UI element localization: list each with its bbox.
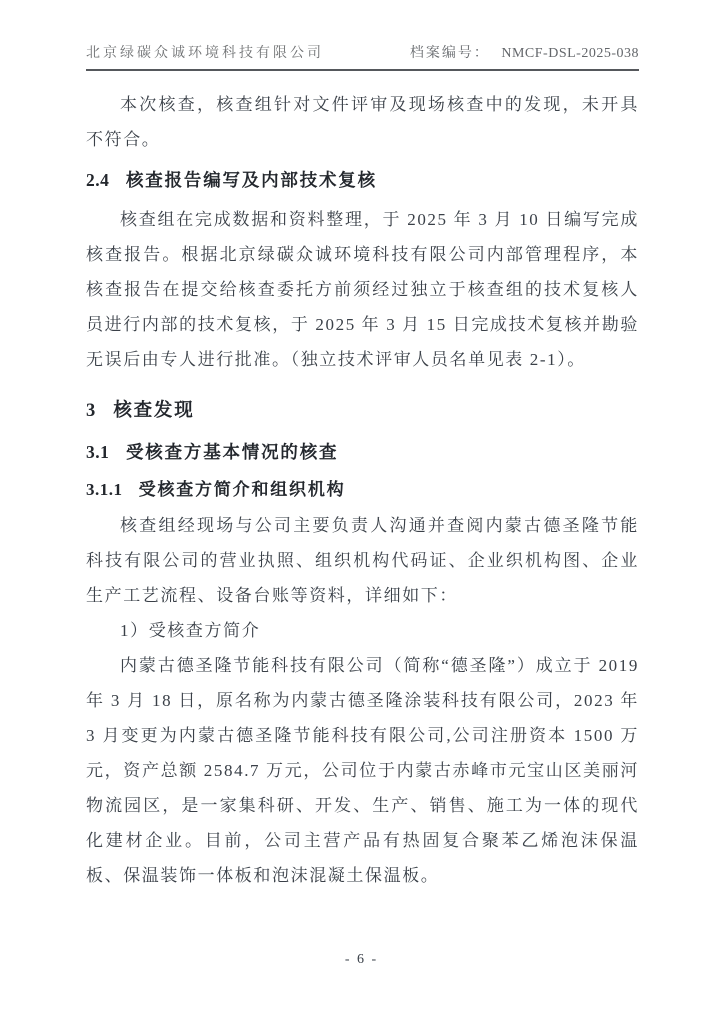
section-number: 2.4 <box>86 170 110 190</box>
section-number: 3.1.1 <box>86 480 123 499</box>
section-number: 3 <box>86 401 96 421</box>
paragraph-report-writing-review: 核查组在完成数据和资料整理，于 2025 年 3 月 10 日编写完成核查报告。根据北京绿碳众诚环境科技有限公司内部管理程序，本核查报告在提交给核查委托方前须经过独立于核查组的技术复核人员进行内部的技术复核，于 2025 年 3 月 15 日完成技术复核并勘验无误后由专人进行批准。（独立技术评审人员名单见表 2-1）。 <box>86 210 639 369</box>
section-title: 核查发现 <box>113 401 195 421</box>
paragraph-onsite-document-review: 核查组经现场与公司主要负责人沟通并查阅内蒙古德圣隆节能科技有限公司的营业执照、组织机构代码证、企业织机构图、企业生产工艺流程、设备台账等资料，详细如下： <box>86 516 639 605</box>
section-title: 受核查方简介和组织机构 <box>138 480 346 499</box>
page-number: - 6 - <box>344 952 379 967</box>
paragraph-no-nonconformity: 本次核查，核查组针对文件评审及现场核查中的发现，未开具不符合。 <box>86 95 639 149</box>
document-header <box>86 42 639 71</box>
section-heading-3-1 <box>86 439 639 465</box>
section-title: 核查报告编写及内部技术复核 <box>126 170 377 190</box>
section-heading-3 <box>86 397 639 425</box>
section-title: 受核查方基本情况的核查 <box>126 442 339 462</box>
section-heading-2-4 <box>86 167 639 193</box>
section-heading-3-1-1 <box>86 477 639 502</box>
archive-number-label: 档案编号： <box>409 46 490 61</box>
header-company-name: 北京绿碳众诚环境科技有限公司 <box>86 46 324 61</box>
paragraph-company-introduction: 内蒙古德圣隆节能科技有限公司（简称“德圣隆”）成立于 2019 年 3 月 18 日，原名称为内蒙古德圣隆涂装科技有限公司，2023 年 3 月变更为内蒙古德圣隆节能科技有限公司,公司注册资本 1500 万元，资产总额 2584.7 万元，公司位于内蒙古赤峰市元宝山区美丽河物流园区，是一家集科研、开发、生产、销售、施工为一体的现代化建材企业。目前，公司主营产品有热固复合聚苯乙烯泡沫保温板、保温装饰一体板和泡沫混凝土保温板。 <box>86 656 639 885</box>
document-body <box>86 87 639 893</box>
header-archive-number-group <box>410 42 639 62</box>
section-number: 3.1 <box>86 442 110 462</box>
list-item-company-intro-label: 1）受核查方简介 <box>120 621 261 640</box>
archive-number-value: NMCF-DSL-2025-038 <box>501 46 639 61</box>
page-content-area <box>86 42 639 893</box>
